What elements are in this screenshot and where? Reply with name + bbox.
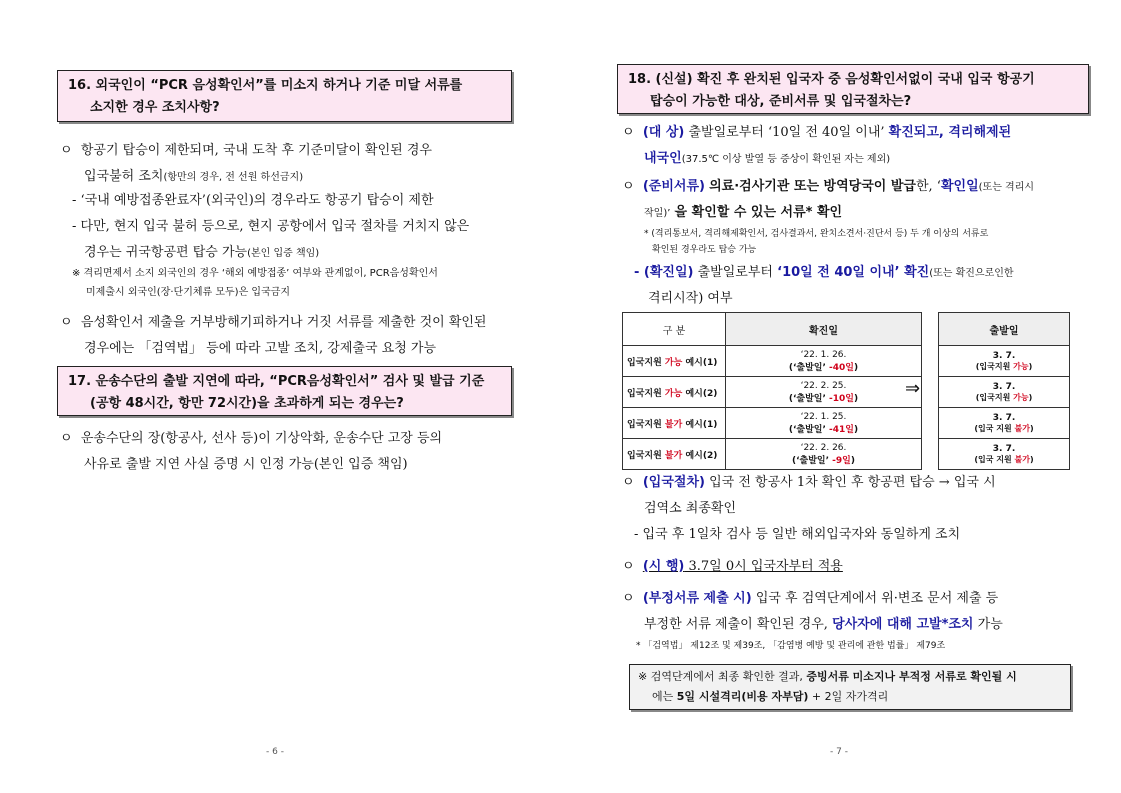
row-departure-date: 3. 7. (입국지원 가능) (939, 377, 1070, 408)
page-number: - 6 - (266, 747, 284, 757)
q18-line2: 탑승이 가능한 대상, 준비서류 및 입국절차는? (650, 94, 912, 109)
q16-line1: 16. 외국인이 “PCR 음성확인서”를 미소지 하거나 기준 미달 서류를 (68, 78, 463, 93)
page-7 (560, 0, 1121, 793)
paragraph-departure-delay: ㅇ 운송수단의 장(항공사, 선사 등)이 기상악화, 운송수단 고장 등의 사유로 출발 지연 사실 증명 시 인정 가능(본인 입증 책임) (60, 431, 443, 472)
row-confirm-date: ‘22. 1. 26. (‘출발일’ -40일) (726, 346, 922, 377)
example-table (622, 312, 922, 470)
confirm-date-section: - (확진일) 출발일로부터 ‘10일 전 40일 이내’ 확진(또는 확진으로인한 격리시작) 여부 (634, 265, 1014, 306)
row-label: 입국지원 가능 예시(1) (623, 346, 726, 377)
quarantine-note-box: ※ 검역단계에서 최종 확인한 결과, 증빙서류 미소지나 부적정 서류로 확인될 시 에는 5일 시설격리(비용 자부담) + 2일 자가격리 (629, 664, 1071, 710)
question-17-box (57, 366, 512, 416)
paragraph-flight-restriction: ㅇ 항공기 탑승이 제한되며, 국내 도착 후 기준미달이 확인된 경우 입국불허 조치(항만의 경우, 전 선원 하선금지) (60, 143, 432, 184)
table-row (939, 439, 1070, 470)
table-row (939, 346, 1070, 377)
arrow-icon: ⇒ (905, 378, 921, 399)
table-row (623, 346, 922, 377)
row-confirm-date: ‘22. 2. 26. (‘출발일’ -9일) (726, 439, 922, 470)
entry-procedure-section: ㅇ (입국절차) 입국 전 항공사 1차 확인 후 항공편 탑승 → 입국 시 검역소 최종확인 (622, 475, 996, 516)
table-row (623, 439, 922, 470)
entry-sub: - 입국 후 1일차 검사 등 일반 해외입국자와 동일하게 조치 (634, 527, 961, 542)
table-row (939, 408, 1070, 439)
sub-local-refusal: - 다만, 현지 입국 불허 등으로, 현지 공항에서 입국 절차를 거치지 않은 경우는 귀국항공편 탑승 가능(본인 입증 책임) (72, 219, 470, 260)
col-header-departure-date: 출발일 (939, 313, 1070, 346)
question-16-box (57, 70, 512, 122)
question-18-box (617, 64, 1089, 114)
table-row (623, 408, 922, 439)
sub-vaccinated: - ‘국내 예방접종완료자’(외국인)의 경우라도 항공기 탑승이 제한 (72, 193, 434, 208)
row-label: 입국지원 불가 예시(1) (623, 408, 726, 439)
row-confirm-date: ‘22. 1. 25. (‘출발일’ -41일) (726, 408, 922, 439)
col-header-confirm-date: 확진일 (726, 313, 922, 346)
enforcement-section: ㅇ (시 행) 3.7일 0시 입국자부터 적용 (622, 559, 843, 574)
table-row (939, 377, 1070, 408)
q18-line1: 18. (신설) 확진 후 완치된 입국자 중 음성확인서없이 국내 입국 항공기 (628, 72, 1035, 87)
table-row (623, 377, 922, 408)
row-departure-date: 3. 7. (입국 지원 불가) (939, 408, 1070, 439)
row-label: 입국지원 불가 예시(2) (623, 439, 726, 470)
exemption-note: ※ 격리면제서 소지 외국인의 경우 ‘해외 예방접종’ 여부와 관계없이, PCR음성확인서 미제출시 외국인(장·단기체류 모두)은 입국금지 (72, 268, 438, 298)
row-departure-date: 3. 7. (입국지원 가능) (939, 346, 1070, 377)
q17-line1: 17. 운송수단의 출발 지연에 따라, “PCR음성확인서” 검사 및 발급 기준 (68, 374, 485, 389)
page-6 (0, 0, 560, 793)
row-confirm-date: ‘22. 2. 25. (‘출발일’ -10일) (726, 377, 922, 408)
fraud-section: ㅇ (부정서류 제출 시) 입국 후 검역단계에서 위·변조 문서 제출 등 부정한 서류 제출이 확인된 경우, 당사자에 대해 고발*조치 가능 * 「검역법」 제12조 및 제39조, 「감염병 예방 및 관리에 관한 법률」 제79조 (622, 591, 1003, 651)
paragraph-false-documents: ㅇ 음성확인서 제출을 거부방해기피하거나 거짓 서류를 제출한 것이 확인된 경우에는 「검역법」 등에 따라 고발 조치, 강제출국 요청 가능 (60, 315, 487, 356)
page-number: - 7 - (830, 747, 848, 757)
departure-table (938, 312, 1070, 470)
q16-line2: 소지한 경우 조치사항? (90, 100, 220, 115)
target-section: ㅇ (대 상) 출발일로부터 ‘10일 전 40일 이내’ 확진되고, 격리해제된 내국인(37.5℃ 이상 발열 등 증상이 확인된 자는 제외) (622, 125, 1012, 166)
col-header-category: 구 분 (623, 313, 726, 346)
documents-section: ㅇ (준비서류) 의료·검사기관 또는 방역당국이 발급한, ‘확인일(또는 격리시 작일)’ 을 확인할 수 있는 서류* 확인 * (격리통보서, 격리해제확인서, 검사결과서, 완치소견서·진단서 등) 두 개 이상의 서류로 확인된 경우라도 탑승 가능 (622, 179, 1035, 255)
row-departure-date: 3. 7. (입국 지원 불가) (939, 439, 1070, 470)
q17-line2: (공항 48시간, 항만 72시간)을 초과하게 되는 경우는? (90, 396, 404, 411)
row-label: 입국지원 가능 예시(2) (623, 377, 726, 408)
